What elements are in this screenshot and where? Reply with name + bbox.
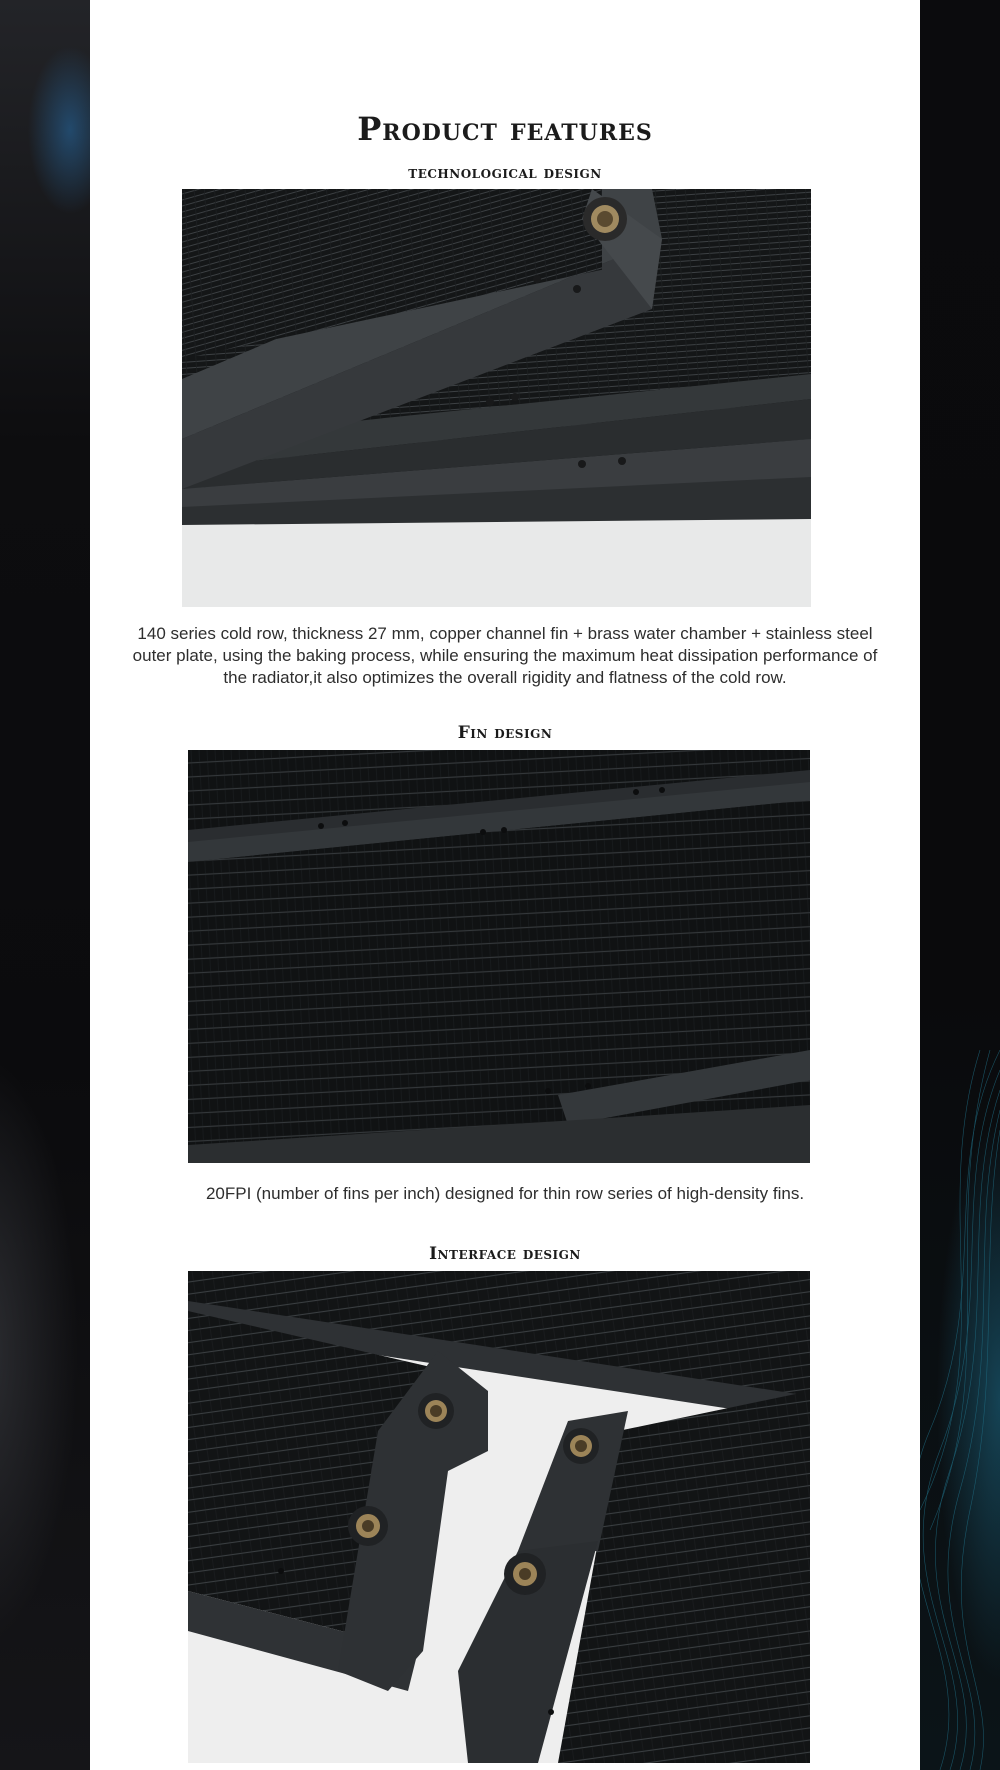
radiator-fins-photo	[188, 750, 810, 1163]
page-title: Product features	[357, 110, 653, 148]
radiator-stack-photo	[182, 189, 811, 607]
section-heading-interface: Interface design	[429, 1244, 581, 1264]
product-panel	[90, 0, 920, 1770]
section-heading-technological: technological design	[408, 163, 602, 183]
section-description-fin: 20FPI (number of fins per inch) designed for thin row series of high-density fins.	[205, 1184, 805, 1203]
section-heading-fin: Fin design	[457, 723, 553, 743]
section-description-technological: 140 series cold row, thickness 27 mm, copper channel fin + brass water chamber + stainless steel outer plate, using the baking process, while ensuring the maximum heat dissipation performance of the radiator,it also optimizes the overall rigidity and flatness of the cold row.	[132, 624, 878, 687]
left-background	[0, 0, 90, 1770]
radiator-ports-photo	[188, 1271, 810, 1763]
right-background	[920, 0, 1000, 1770]
